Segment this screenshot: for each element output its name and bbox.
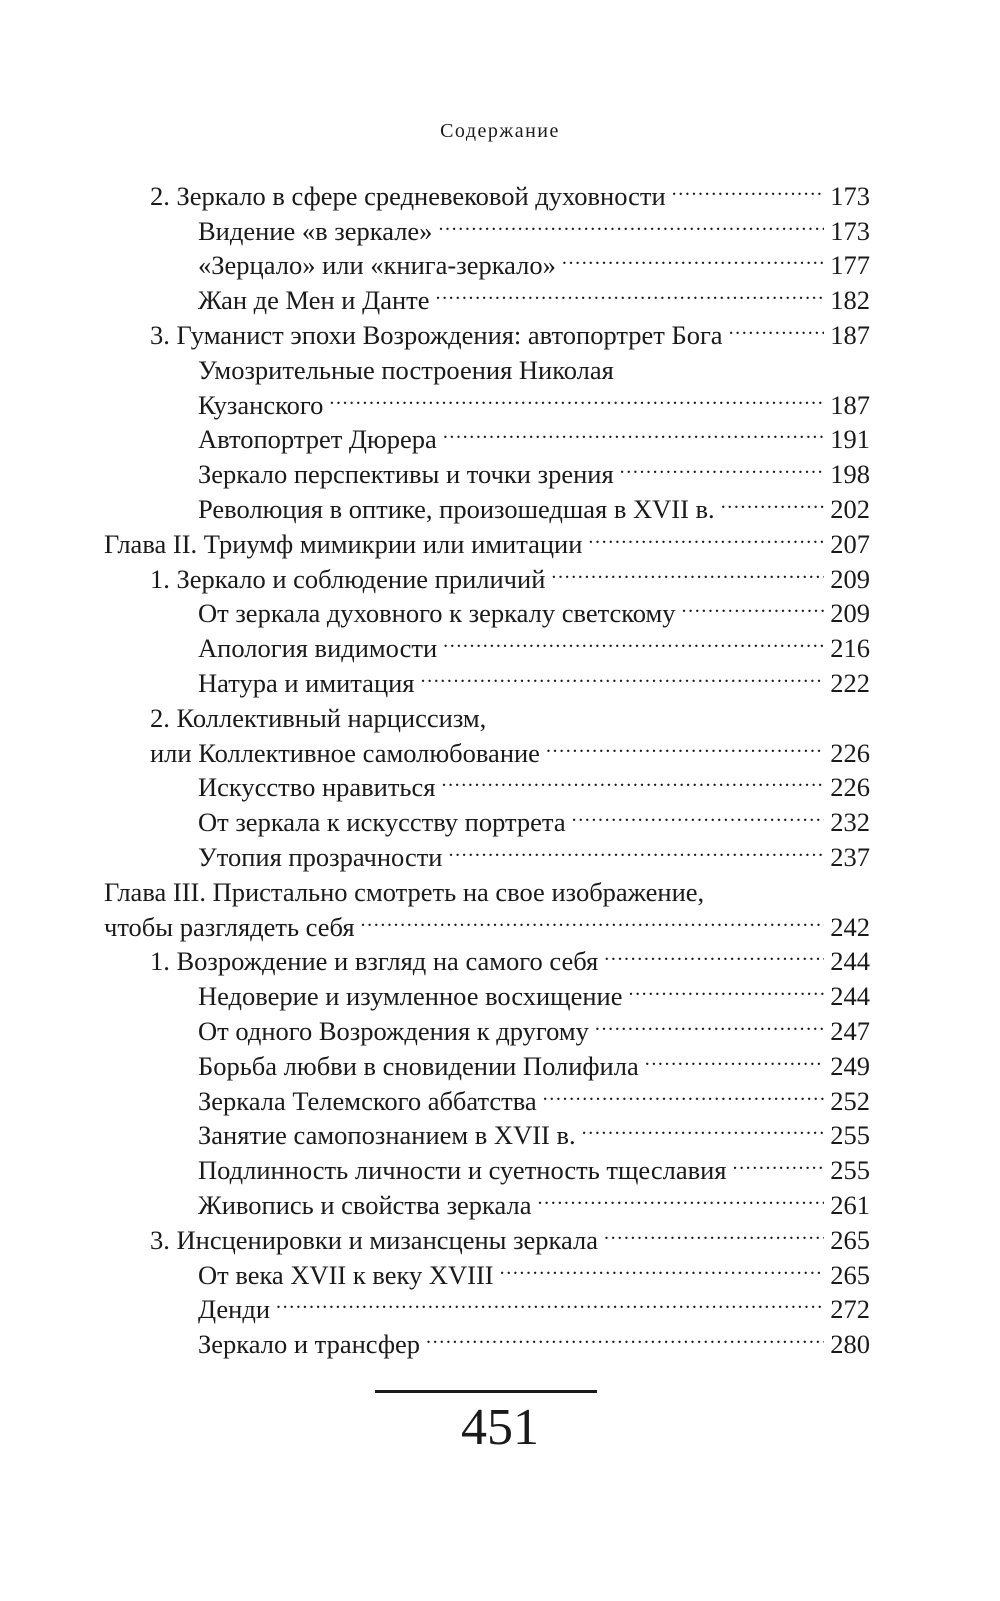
- toc-entry-title: От зеркала к искусству портрета: [198, 807, 566, 838]
- toc-dot-leader: [276, 1284, 824, 1319]
- toc-dot-leader: [595, 1005, 824, 1040]
- toc-entry-page: 198: [830, 459, 870, 490]
- toc-dot-leader: [361, 901, 825, 936]
- toc-entry-page: 226: [830, 737, 870, 768]
- toc-dot-leader: [546, 727, 824, 762]
- toc-entry-page: 216: [830, 633, 870, 664]
- toc-entry-title: чтобы разглядеть себя: [104, 911, 355, 942]
- toc-entry-page: 261: [830, 1189, 870, 1220]
- toc-dot-leader: [645, 1040, 825, 1075]
- toc-entry-page: 249: [830, 1050, 870, 1081]
- toc-entry-page: 272: [830, 1294, 870, 1325]
- toc-dot-leader: [732, 1144, 824, 1179]
- toc-entry-title: Жан де Мен и Данте: [198, 285, 430, 316]
- toc-dot-leader: [448, 831, 824, 866]
- toc-dot-leader: [426, 1318, 824, 1353]
- toc-dot-leader: [721, 483, 825, 518]
- toc-dot-leader: [604, 936, 824, 971]
- toc-entry-title: или Коллективное самолюбование: [150, 737, 540, 768]
- page-number: 451: [461, 1399, 539, 1456]
- toc-dot-leader: [543, 1075, 825, 1110]
- toc-entry-page: 244: [830, 946, 870, 977]
- toc-entry-page: 265: [830, 1224, 870, 1255]
- toc-dot-leader: [443, 414, 824, 449]
- toc-entry-title: Глава II. Триумф мимикрии или имитации: [104, 528, 583, 559]
- toc-entry-title: 3. Гуманист эпохи Возрождения: автопортрет Бога: [150, 319, 723, 350]
- toc-dot-leader: [435, 274, 824, 309]
- toc-dot-leader: [492, 692, 864, 727]
- toc-dot-leader: [551, 553, 824, 588]
- toc-entry-page: 242: [830, 911, 870, 942]
- toc-entry-title: 1. Зеркало и соблюдение приличий: [150, 563, 546, 594]
- toc-entry-title: Денди: [198, 1294, 271, 1325]
- toc-entry-page: 232: [830, 807, 870, 838]
- toc-dot-leader: [729, 309, 825, 344]
- toc-entry[interactable]: [104, 170, 870, 211]
- toc-entry-title: Подлинность личности и суетность тщеславия: [198, 1155, 727, 1186]
- toc-entry-title: Занятие самопознанием в XVII в.: [198, 1120, 576, 1151]
- toc-entry-title: 3. Инсценировки и мизансцены зеркала: [150, 1224, 599, 1255]
- table-of-contents: [104, 170, 870, 1360]
- running-title: Содержание: [440, 120, 560, 142]
- toc-dot-leader: [588, 518, 824, 553]
- toc-dot-leader: [628, 970, 824, 1005]
- toc-entry-page: 207: [830, 528, 870, 559]
- toc-entry-title: Автопортрет Дюрера: [198, 424, 437, 455]
- toc-entry-page: 222: [830, 667, 870, 698]
- footer-rule: [375, 1390, 597, 1393]
- toc-entry-page: 255: [830, 1120, 870, 1151]
- toc-entry-title: Утопия прозрачности: [198, 841, 443, 872]
- toc-entry-page: 191: [830, 424, 870, 455]
- toc-dot-leader: [572, 796, 825, 831]
- toc-entry-title: Недоверие и изумленное восхищение: [198, 981, 623, 1012]
- toc-entry-title: Натура и имитация: [198, 667, 415, 698]
- toc-entry-page: 202: [830, 493, 870, 524]
- toc-entry-title: Борьба любви в сновидении Полифила: [198, 1050, 639, 1081]
- toc-entry-title: Видение «в зеркале»: [198, 215, 433, 246]
- toc-dot-leader: [604, 1214, 824, 1249]
- toc-entry-title: Живопись и свойства зеркала: [198, 1189, 532, 1220]
- toc-entry-title: Апология видимости: [198, 633, 438, 664]
- toc-entry-page: 173: [830, 215, 870, 246]
- toc-entry-page: 244: [830, 981, 870, 1012]
- toc-entry-title: 2. Зеркало в сфере средневековой духовности: [150, 180, 666, 211]
- toc-entry-title: Революция в оптике, произошедшая в XVII в.: [198, 493, 715, 524]
- toc-entry-title: Зеркало перспективы и точки зрения: [198, 459, 614, 490]
- toc-dot-leader: [682, 588, 825, 623]
- toc-entry-title: От одного Возрождения к другому: [198, 1015, 589, 1046]
- toc-entry-title: Кузанского: [198, 389, 324, 420]
- toc-entry-title: 1. Возрождение и взгляд на самого себя: [150, 946, 599, 977]
- toc-entry-title: Искусство нравиться: [198, 772, 436, 803]
- toc-dot-leader: [710, 866, 864, 901]
- toc-entry-page: 280: [830, 1329, 870, 1360]
- toc-entry-page: 247: [830, 1015, 870, 1046]
- toc-dot-leader: [500, 1249, 825, 1284]
- toc-entry-page: 265: [830, 1259, 870, 1290]
- toc-entry-page: 187: [830, 319, 870, 350]
- toc-entry-title: 2. Коллективный нарциссизм,: [150, 702, 487, 733]
- toc-entry-page: 173: [830, 180, 870, 211]
- toc-dot-leader: [672, 170, 825, 205]
- toc-dot-leader: [443, 622, 824, 657]
- toc-entry-title: От зеркала духовного к зеркалу светскому: [198, 598, 676, 629]
- toc-entry-page: 177: [830, 250, 870, 281]
- toc-entry-title: «Зерцало» или «книга-зеркало»: [198, 250, 556, 281]
- toc-dot-leader: [562, 240, 824, 275]
- toc-dot-leader: [441, 762, 824, 797]
- toc-dot-leader: [582, 1110, 825, 1145]
- toc-entry-title: Зеркало и трансфер: [198, 1329, 421, 1360]
- toc-dot-leader: [329, 379, 824, 414]
- toc-entry-page: 237: [830, 841, 870, 872]
- toc-dot-leader: [538, 1179, 825, 1214]
- toc-entry-page: 209: [830, 563, 870, 594]
- toc-entry-page: 182: [830, 285, 870, 316]
- toc-entry-title: От века XVII к веку XVIII: [198, 1259, 494, 1290]
- toc-dot-leader: [620, 448, 825, 483]
- toc-entry-page: 252: [830, 1085, 870, 1116]
- toc-entry-page: 209: [830, 598, 870, 629]
- toc-entry-page: 255: [830, 1155, 870, 1186]
- toc-dot-leader: [421, 657, 825, 692]
- toc-entry-page: 226: [830, 772, 870, 803]
- toc-dot-leader: [620, 344, 864, 379]
- toc-entry-page: 187: [830, 389, 870, 420]
- toc-entry-title: Зеркала Телемского аббатства: [198, 1085, 537, 1116]
- toc-entry-title: Умозрительные построения Николая: [198, 354, 614, 385]
- toc-entry-title: Глава III. Пристально смотреть на свое изображение,: [104, 876, 705, 907]
- toc-dot-leader: [438, 205, 824, 240]
